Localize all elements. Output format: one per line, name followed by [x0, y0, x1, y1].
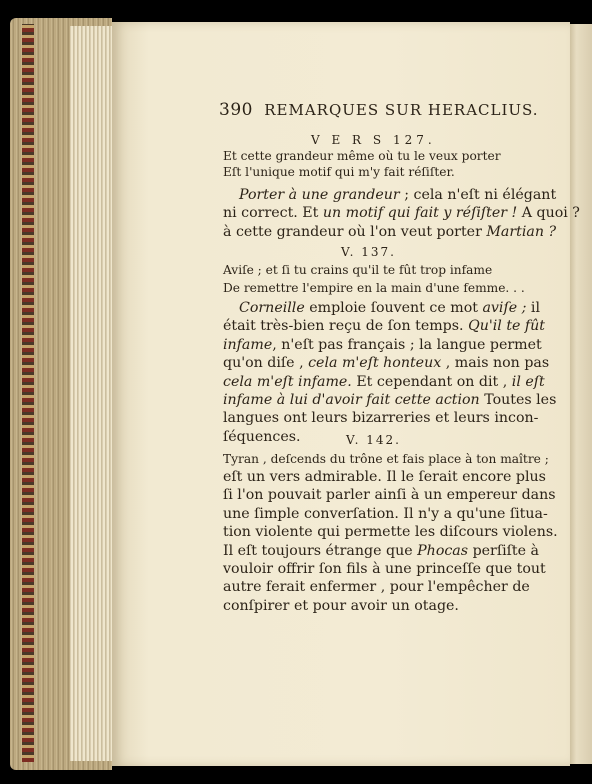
verse-line: Tyran , deſcends du trône et fais place à ton maître ; — [223, 452, 549, 466]
headband — [22, 24, 34, 762]
commentary-paragraph-1 — [223, 186, 580, 241]
text-line: Porter à une grandeur ; cela n'eſt ni élégant — [239, 187, 557, 203]
text-line: conſpirer et pour avoir un otage. — [223, 597, 459, 614]
text-line: langues ont leurs bizarreries et leurs incon- — [223, 410, 539, 427]
text-line: une ſimple converſation. Il n'y a qu'une ſitua- — [223, 505, 548, 522]
verse-line: Et cette grandeur même où tu le veux porter — [223, 149, 501, 163]
text-line: à cette grandeur où l'on veut porter Martian ? — [223, 223, 557, 240]
running-header — [219, 101, 539, 119]
text-line: Il eſt toujours étrange que Phocas perſiſte à — [223, 542, 539, 559]
verse-heading-142: V. 142. — [346, 433, 401, 447]
text-line: ſéquences. — [223, 428, 301, 445]
text-line: vouloir offrir ſon fils à une princeſſe que tout — [223, 561, 546, 578]
verse-line: Aviſe ; et ſi tu crains qu'il te fût trop infame — [223, 263, 493, 277]
text-line: ſi l'on pouvait parler ainſi à un empereur dans — [223, 487, 556, 504]
text-line: eſt un vers admirable. Il le ſerait encore plus — [223, 469, 546, 485]
verse-heading-137: V. 137. — [341, 245, 396, 259]
text-line: tion violente qui permette les diſcours violens. — [223, 524, 558, 541]
text-line: qu'on diſe , cela m'eſt honteux , mais non pas — [223, 355, 550, 372]
text-line: infame à lui d'avoir fait cette action Toutes les — [223, 392, 557, 409]
text-line: Corneille emploie ſouvent ce mot aviſe ; il — [239, 300, 540, 316]
page-number: 390 — [219, 100, 253, 120]
running-title: REMARQUES SUR HERACLIUS. — [264, 101, 539, 119]
verse-line: Eſt l'unique motif qui m'y fait réſiſter. — [223, 165, 455, 179]
verse-heading-127: V E R S 127. — [311, 133, 436, 147]
commentary-paragraph-3 — [223, 468, 558, 615]
text-line: infame, n'eſt pas français ; la langue permet — [223, 336, 542, 353]
text-line: cela m'eſt infame. Et cependant on dit , il eſt — [223, 373, 545, 390]
commentary-paragraph-2 — [223, 299, 557, 446]
verse-line: De remettre l'empire en la main d'une femme. . . — [223, 281, 525, 295]
text-line: autre ferait enfermer , pour l'empêcher de — [223, 579, 530, 596]
text-line: était très-bien reçu de ſon temps. Qu'il te fût — [223, 318, 546, 335]
text-line: ni correct. Et un motif qui fait y réſiſter ! A quoi ? — [223, 205, 580, 222]
